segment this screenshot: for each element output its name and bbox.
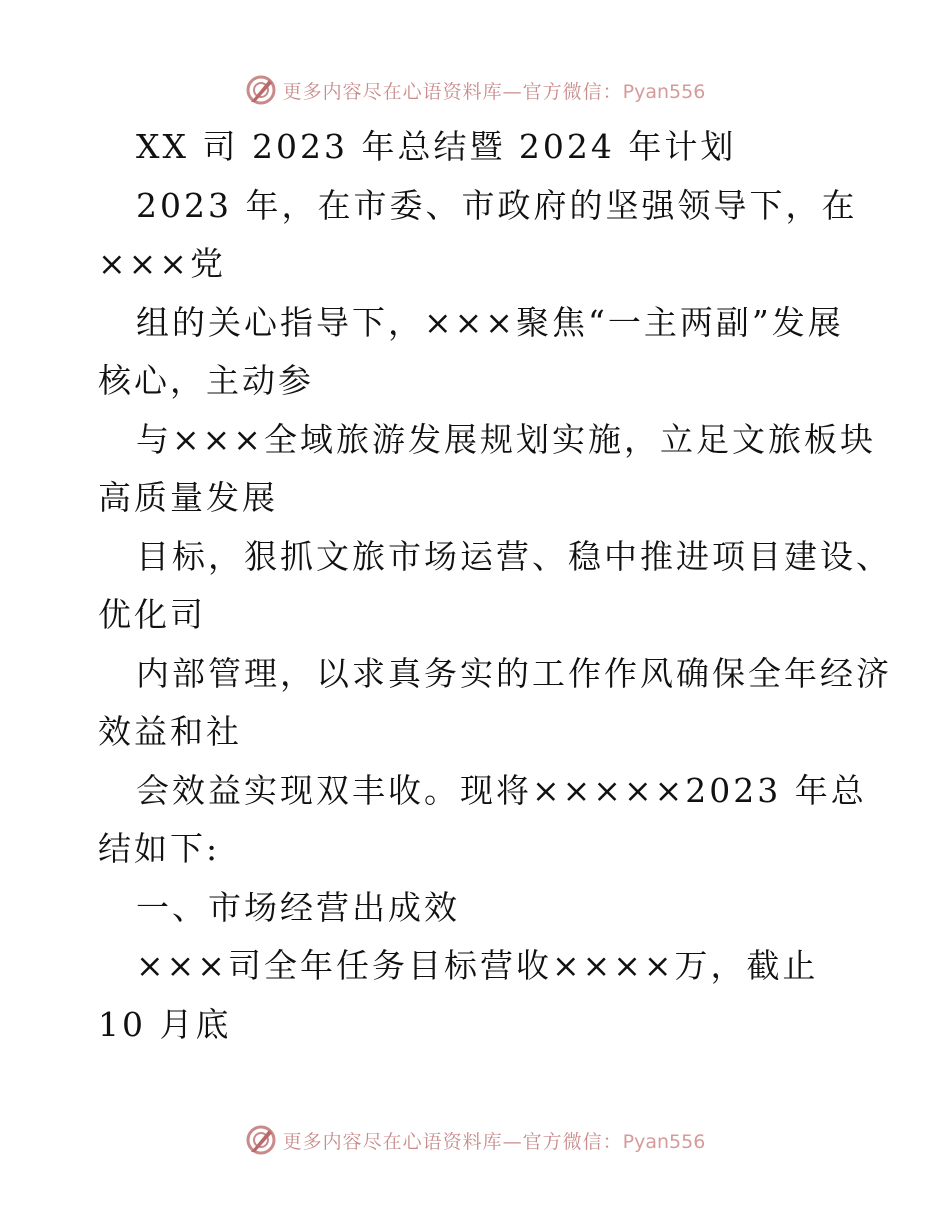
watermark-wechat-id: Pyan556 [622,80,706,103]
watermark-text: 更多内容尽在心语资料库—官方微信：Pyan556 [282,80,706,103]
header-watermark [0,70,950,110]
quill-seal-icon [245,1124,277,1156]
paragraph-line: 效益和社 [98,712,242,751]
paragraph-line: 内部管理，以求真务实的工作作风确保全年经济 [136,653,892,693]
paragraph-line: 10 月底 [98,1004,232,1044]
paragraph-line: 会效益实现双丰收。现将×××××2023 年总 [136,770,867,810]
paragraph-line: 目标，狠抓文旅市场运营、稳中推进项目建设、 [136,536,892,576]
paragraph-line: 2023 年，在市委、市政府的坚强领导下，在 [136,185,858,225]
paragraph-line: 组的关心指导下，×××聚焦“一主两副”发展 [136,302,844,342]
section-heading: 一、市场经营出成效 [136,887,460,927]
watermark-text: 更多内容尽在心语资料库—官方微信：Pyan556 [282,1130,706,1153]
quill-seal-icon [245,74,277,106]
paragraph-line: 优化司 [98,595,206,634]
paragraph-line: 核心，主动参 [98,361,314,400]
paragraph-line: ×××党 [98,244,226,283]
paragraph-line: ×××司全年任务目标营收××××万，截止 [136,946,819,985]
paragraph-line: 高质量发展 [98,478,278,517]
watermark-wechat-id: Pyan556 [622,1130,706,1153]
document-title: XX 司 2023 年总结暨 2024 年计划 [136,127,737,166]
footer-watermark [0,1120,950,1160]
paragraph-line: 与×××全域旅游发展规划实施，立足文旅板块 [136,419,876,459]
paragraph-line: 结如下: [98,829,221,868]
document-body [98,118,892,1054]
